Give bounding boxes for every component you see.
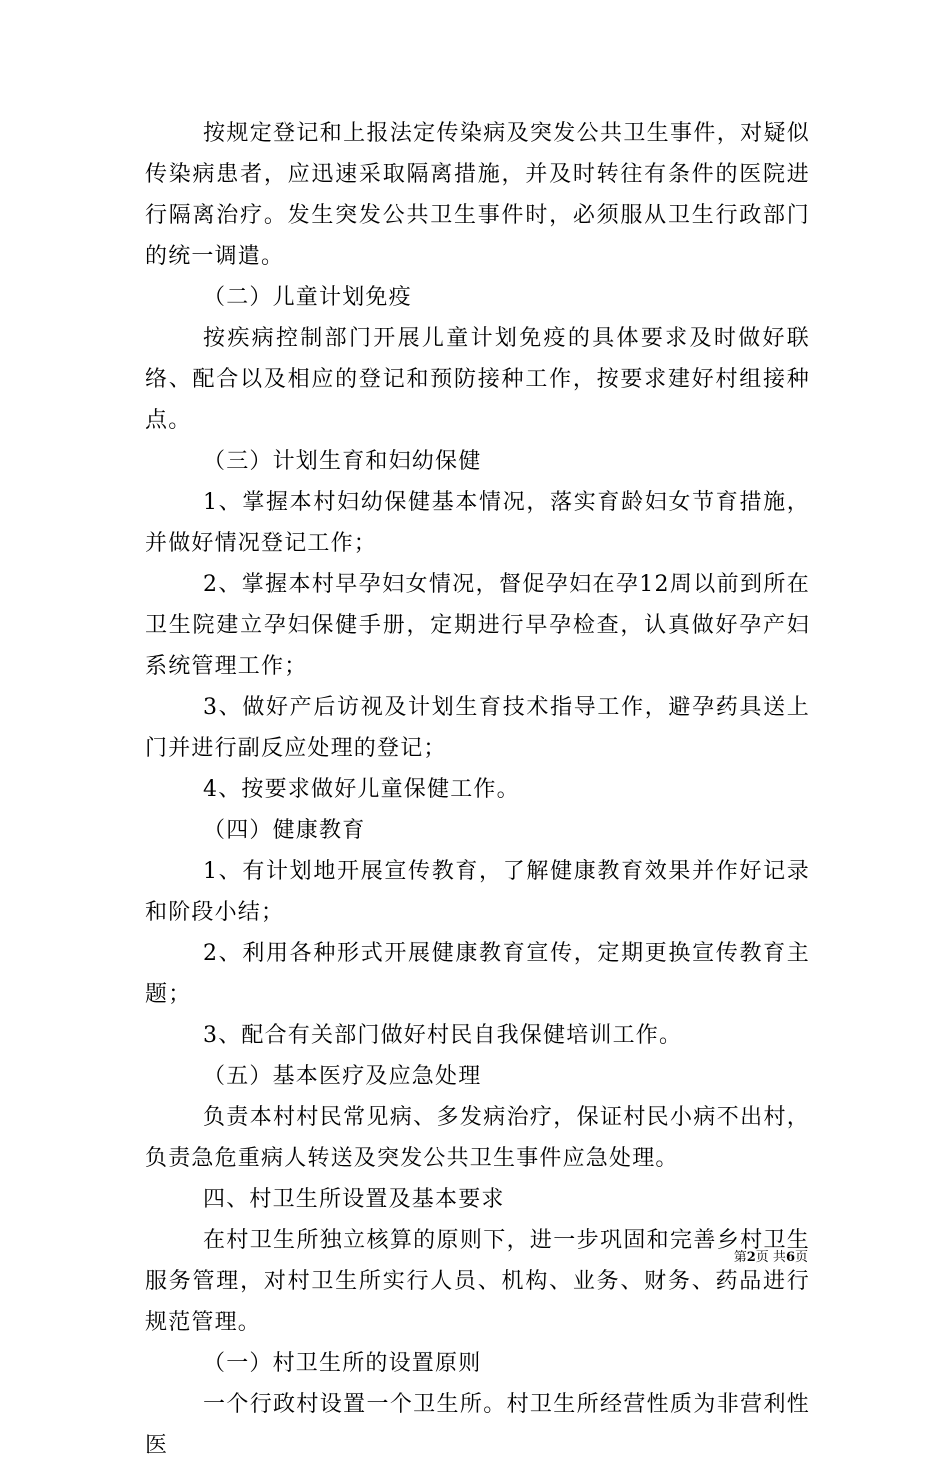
section-heading-health-education: （四）健康教育 — [203, 818, 366, 843]
list-item-family-planning-4: 4、按要求做好儿童保健工作。 — [203, 777, 520, 802]
paragraph-basic-medical: 负责本村村民常见病、多发病治疗，保证村民小病不出村，负责急危重病人转送及突发公共卫生事件应急处理。 — [145, 1105, 810, 1171]
section-heading-immunization: （二）儿童计划免疫 — [203, 285, 412, 310]
paragraph-immunization: 按疾病控制部门开展儿童计划免疫的具体要求及时做好联络、配合以及相应的登记和预防接种工作，按要求建好村组接种点。 — [145, 326, 810, 433]
document-body — [145, 113, 810, 1466]
list-item-health-education-2: 2、利用各种形式开展健康教育宣传，定期更换宣传教育主题； — [145, 941, 810, 1007]
list-item-family-planning-3: 3、做好产后访视及计划生育技术指导工作，避孕药具送上门并进行副反应处理的登记； — [145, 695, 810, 761]
list-item-family-planning-2: 2、掌握本村早孕妇女情况，督促孕妇在孕12周以前到所在卫生院建立孕妇保健手册，定期进行早孕检查，认真做好孕产妇系统管理工作； — [145, 572, 810, 679]
list-item-health-education-3: 3、配合有关部门做好村民自我保健培训工作。 — [203, 1023, 683, 1048]
page-number-footer — [734, 1250, 808, 1266]
section-heading-setup-principle: （一）村卫生所的设置原则 — [203, 1351, 482, 1376]
footer-total-pages: 6 — [785, 1250, 795, 1265]
footer-middle: 页 共 — [755, 1250, 786, 1265]
footer-prefix: 第 — [733, 1250, 747, 1265]
footer-current-page: 2 — [746, 1250, 756, 1265]
paragraph-1: 按规定登记和上报法定传染病及突发公共卫生事件，对疑似传染病患者，应迅速采取隔离措施，并及时转往有条件的医院进行隔离治疗。发生突发公共卫生事件时，必须服从卫生行政部门的统一调遣。 — [145, 121, 810, 269]
section-heading-basic-medical: （五）基本医疗及应急处理 — [203, 1064, 482, 1089]
section-heading-family-planning: （三）计划生育和妇幼保健 — [203, 449, 482, 474]
section-heading-clinic-setup: 四、村卫生所设置及基本要求 — [203, 1187, 505, 1212]
list-item-health-education-1: 1、有计划地开展宣传教育，了解健康教育效果并作好记录和阶段小结； — [145, 859, 810, 925]
footer-suffix: 页 — [794, 1250, 808, 1265]
paragraph-clinic-setup: 在村卫生所独立核算的原则下，进一步巩固和完善乡村卫生服务管理，对村卫生所实行人员、机构、业务、财务、药品进行规范管理。 — [145, 1228, 810, 1335]
paragraph-setup-principle: 一个行政村设置一个卫生所。村卫生所经营性质为非营利性医 — [145, 1392, 810, 1458]
list-item-family-planning-1: 1、掌握本村妇幼保健基本情况，落实育龄妇女节育措施，并做好情况登记工作； — [145, 490, 810, 556]
